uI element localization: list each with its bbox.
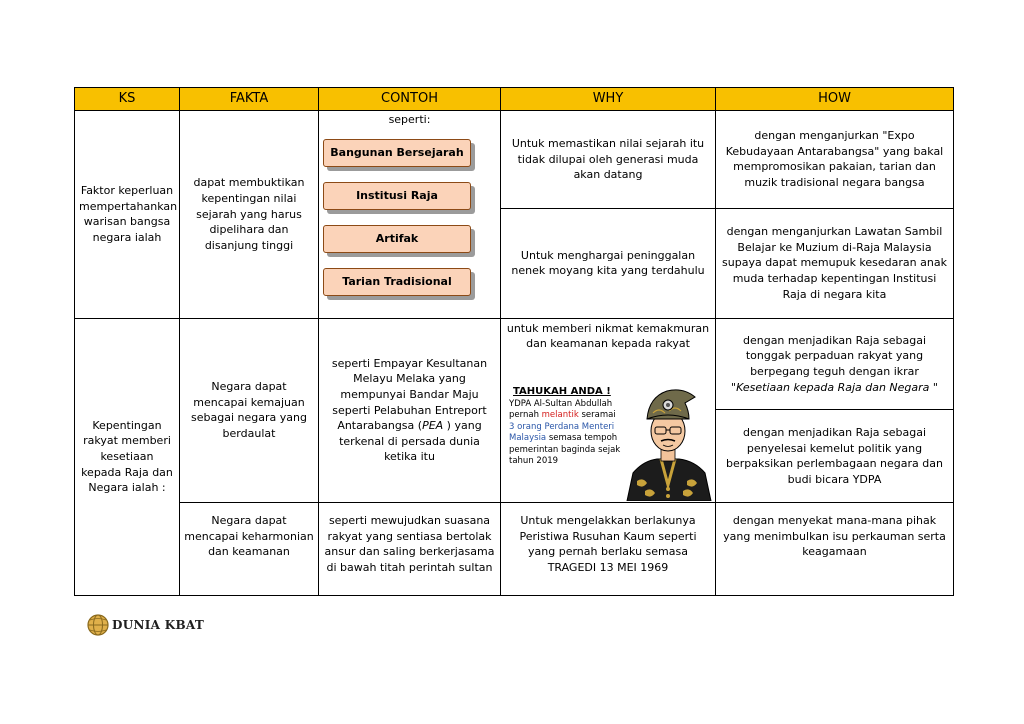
logo-text: DUNIA KBAT <box>112 618 205 632</box>
contoh-box: Artifak <box>323 225 471 253</box>
header-contoh: CONTOH <box>319 88 501 111</box>
why-cell <box>501 318 716 503</box>
dunia-kbat-logo <box>86 613 204 637</box>
ks-cell: Kepentingan rakyat memberi kesetiaan kepada Raja dan Negara ialah : <box>75 318 180 595</box>
table-row <box>75 111 954 209</box>
why-text: untuk memberi nikmat kemakmuran dan keamanan kepada rakyat <box>506 321 710 351</box>
fakta-cell: dapat membuktikan kepentingan nilai sejarah yang harus dipelihara dan disanjung tinggi <box>180 111 319 319</box>
tahukah-highlight-red: melantik <box>541 410 579 421</box>
tahukah-highlight-blue: 3 orang Perdana Menteri <box>509 421 615 432</box>
tahukah-line <box>509 410 633 421</box>
contoh-box: Bangunan Bersejarah <box>323 139 471 167</box>
why-cell: Untuk memastikan nilai sejarah itu tidak dilupai oleh generasi muda akan datang <box>501 111 716 209</box>
tahukah-body <box>509 399 633 468</box>
contoh-box: Tarian Tradisional <box>323 268 471 296</box>
king-portrait-illustration <box>623 385 713 501</box>
contoh-intro: seperti: <box>388 113 431 126</box>
table-row <box>75 318 954 410</box>
fakta-cell: Negara dapat mencapai kemajuan sebagai negara yang berdaulat <box>180 318 319 503</box>
tahukah-line: tahun 2019 <box>509 456 559 467</box>
tahukah-text: semasa tempoh <box>546 433 618 444</box>
how-cell: dengan menganjurkan Lawatan Sambil Belajar ke Muzium di-Raja Malaysia supaya dapat memupuk kesedaran anak muda terhadap kepentingan Institusi Raja di negara kita <box>716 208 954 318</box>
contoh-box: Institusi Raja <box>323 182 471 210</box>
tahukah-highlight-blue: Malaysia <box>509 433 547 444</box>
header-row <box>75 88 954 111</box>
table-row <box>75 503 954 596</box>
contoh-cell <box>319 318 501 503</box>
header-fakta: FAKTA <box>180 88 319 111</box>
contoh-text-post: ) yang terkenal di persada dunia ketika itu <box>339 419 482 464</box>
ks-cell: Faktor keperluan mempertahankan warisan bangsa negara ialah <box>75 111 180 319</box>
how-text-em: Kesetiaan kepada Raja dan Negara <box>736 380 930 394</box>
how-cell: dengan menganjurkan "Expo Kebudayaan Antarabangsa" yang bakal mempromosikan pakaian, tarian dan muzik tradisional negara bangsa <box>716 111 954 209</box>
tahukah-title: TAHUKAH ANDA ! <box>513 385 611 397</box>
tahukah-line: YDPA Al-Sultan Abdullah <box>509 398 613 409</box>
contoh-text-pre: seperti Empayar Kesultanan Melayu Melaka yang mempunyai Bandar Maju seperti Pelabuhan Entreport Antarabangsa ( <box>331 356 488 433</box>
why-cell: Untuk menghargai peninggalan nenek moyang kita yang terdahulu <box>501 208 716 318</box>
tahukah-line <box>509 433 633 444</box>
how-cell: dengan menjadikan Raja sebagai penyelesai kemelut politik yang berpaksikan perlembagaan negara dan budi bicara YDPA <box>716 410 954 503</box>
tahukah-text: seramai <box>578 410 616 421</box>
how-cell: dengan menyekat mana-mana pihak yang menimbulkan isu perkauman serta keagamaan <box>716 503 954 596</box>
worksheet <box>74 87 953 596</box>
notes-table <box>74 87 954 596</box>
tahukah-line: pemerintan baginda sejak <box>509 444 621 455</box>
header-ks: KS <box>75 88 180 111</box>
tahukah-text: pernah <box>509 410 542 421</box>
header-why: WHY <box>501 88 716 111</box>
how-text-pre: dengan menjadikan Raja sebagai tonggak perpaduan rakyat yang berpegang teguh dengan ikrar " <box>731 333 927 394</box>
header-how: HOW <box>716 88 954 111</box>
how-cell <box>716 318 954 410</box>
how-text-post: " <box>929 380 938 394</box>
contoh-cell: seperti mewujudkan suasana rakyat yang sentiasa bertolak ansur dan saling berkerjasama di bawah titah perintah sultan <box>319 503 501 596</box>
why-cell: Untuk mengelakkan berlakunya Peristiwa Rusuhan Kaum seperti yang pernah berlaku semasa TRAGEDI 13 MEI 1969 <box>501 503 716 596</box>
globe-icon <box>86 613 110 637</box>
contoh-text-em: PEA <box>422 419 444 433</box>
contoh-cell <box>319 111 501 319</box>
fakta-cell: Negara dapat mencapai keharmonian dan keamanan <box>180 503 319 596</box>
